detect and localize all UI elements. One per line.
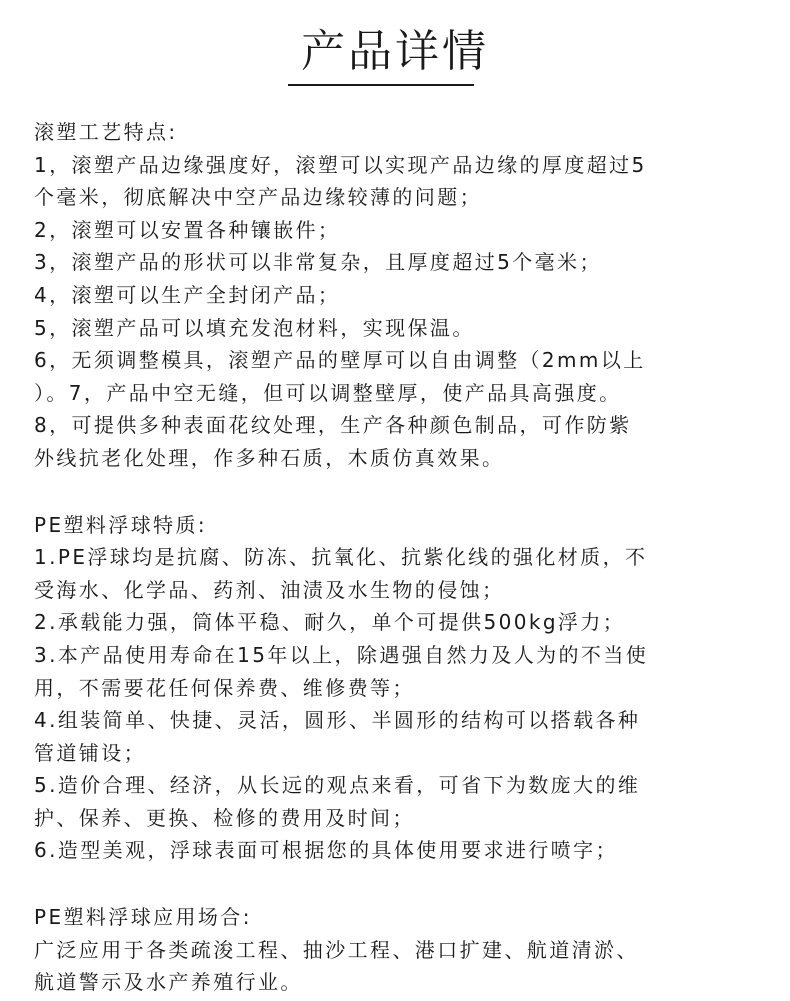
section-heading: PE塑料浮球特质:: [34, 512, 208, 537]
application-line: 航道警示及水产养殖行业。: [34, 970, 303, 995]
title-underline: [288, 84, 474, 86]
property-line: 管道铺设；: [34, 740, 146, 765]
feature-line: 5，滚塑产品可以填充发泡材料，实现保温。: [34, 315, 475, 340]
property-line: 1.PE浮球均是抗腐、防冻、抗氧化、抗紫化线的强化材质，不: [34, 545, 648, 570]
property-line: 6.造型美观，浮球表面可根据您的具体使用要求进行喷字；: [34, 838, 618, 863]
property-line: 4.组装简单、快捷、灵活，圆形、半圆形的结构可以搭载各种: [34, 708, 641, 733]
feature-line: 8，可提供多种表面花纹处理，生产各种颜色制品，可作防紫: [34, 413, 632, 438]
page-title: 产品详情: [301, 26, 489, 77]
property-line: 5.造价合理、经济，从长远的观点来看，可省下为数庞大的维: [34, 773, 641, 798]
feature-line: 2，滚塑可以安置各种镶嵌件；: [34, 217, 341, 242]
property-line: 用，不需要花任何保养费、维修费等；: [34, 675, 415, 700]
feature-line: 1，滚塑产品边缘强度好，滚塑可以实现产品边缘的厚度超过5: [34, 152, 647, 177]
feature-line: 4，滚塑可以生产全封闭产品；: [34, 282, 341, 307]
feature-line: 个毫米，彻底解决中空产品边缘较薄的问题；: [34, 185, 482, 210]
property-line: 护、保养、更换、检修的费用及时间；: [34, 805, 415, 830]
section-pe-float-properties: [34, 509, 764, 868]
application-line: 广泛应用于各类疏浚工程、抽沙工程、港口扩建、航道清淤、: [34, 937, 639, 962]
feature-line: 外线抗老化处理，作多种石质，木质仿真效果。: [34, 445, 505, 470]
section-rotomolding-features: [34, 116, 764, 475]
feature-line: 3，滚塑产品的形状可以非常复杂，且厚度超过5个毫米；: [34, 250, 602, 275]
product-details-content: [34, 116, 764, 999]
section-pe-float-applications: [34, 901, 764, 999]
section-heading: PE塑料浮球应用场合:: [34, 905, 252, 930]
property-line: 2.承载能力强，筒体平稳、耐久，单个可提供500kg浮力；: [34, 610, 626, 635]
feature-line: 6，无须调整模具，滚塑产品的壁厚可以自由调整（2mm以上: [34, 348, 646, 373]
feature-line: ）。7，产品中空无缝，但可以调整壁厚，使产品具高强度。: [34, 380, 622, 405]
property-line: 受海水、化学品、药剂、油渍及水生物的侵蚀；: [34, 577, 505, 602]
property-line: 3.本产品使用寿命在15年以上，除遇强自然力及人为的不当使: [34, 642, 649, 667]
section-heading: 滚塑工艺特点:: [34, 120, 178, 144]
